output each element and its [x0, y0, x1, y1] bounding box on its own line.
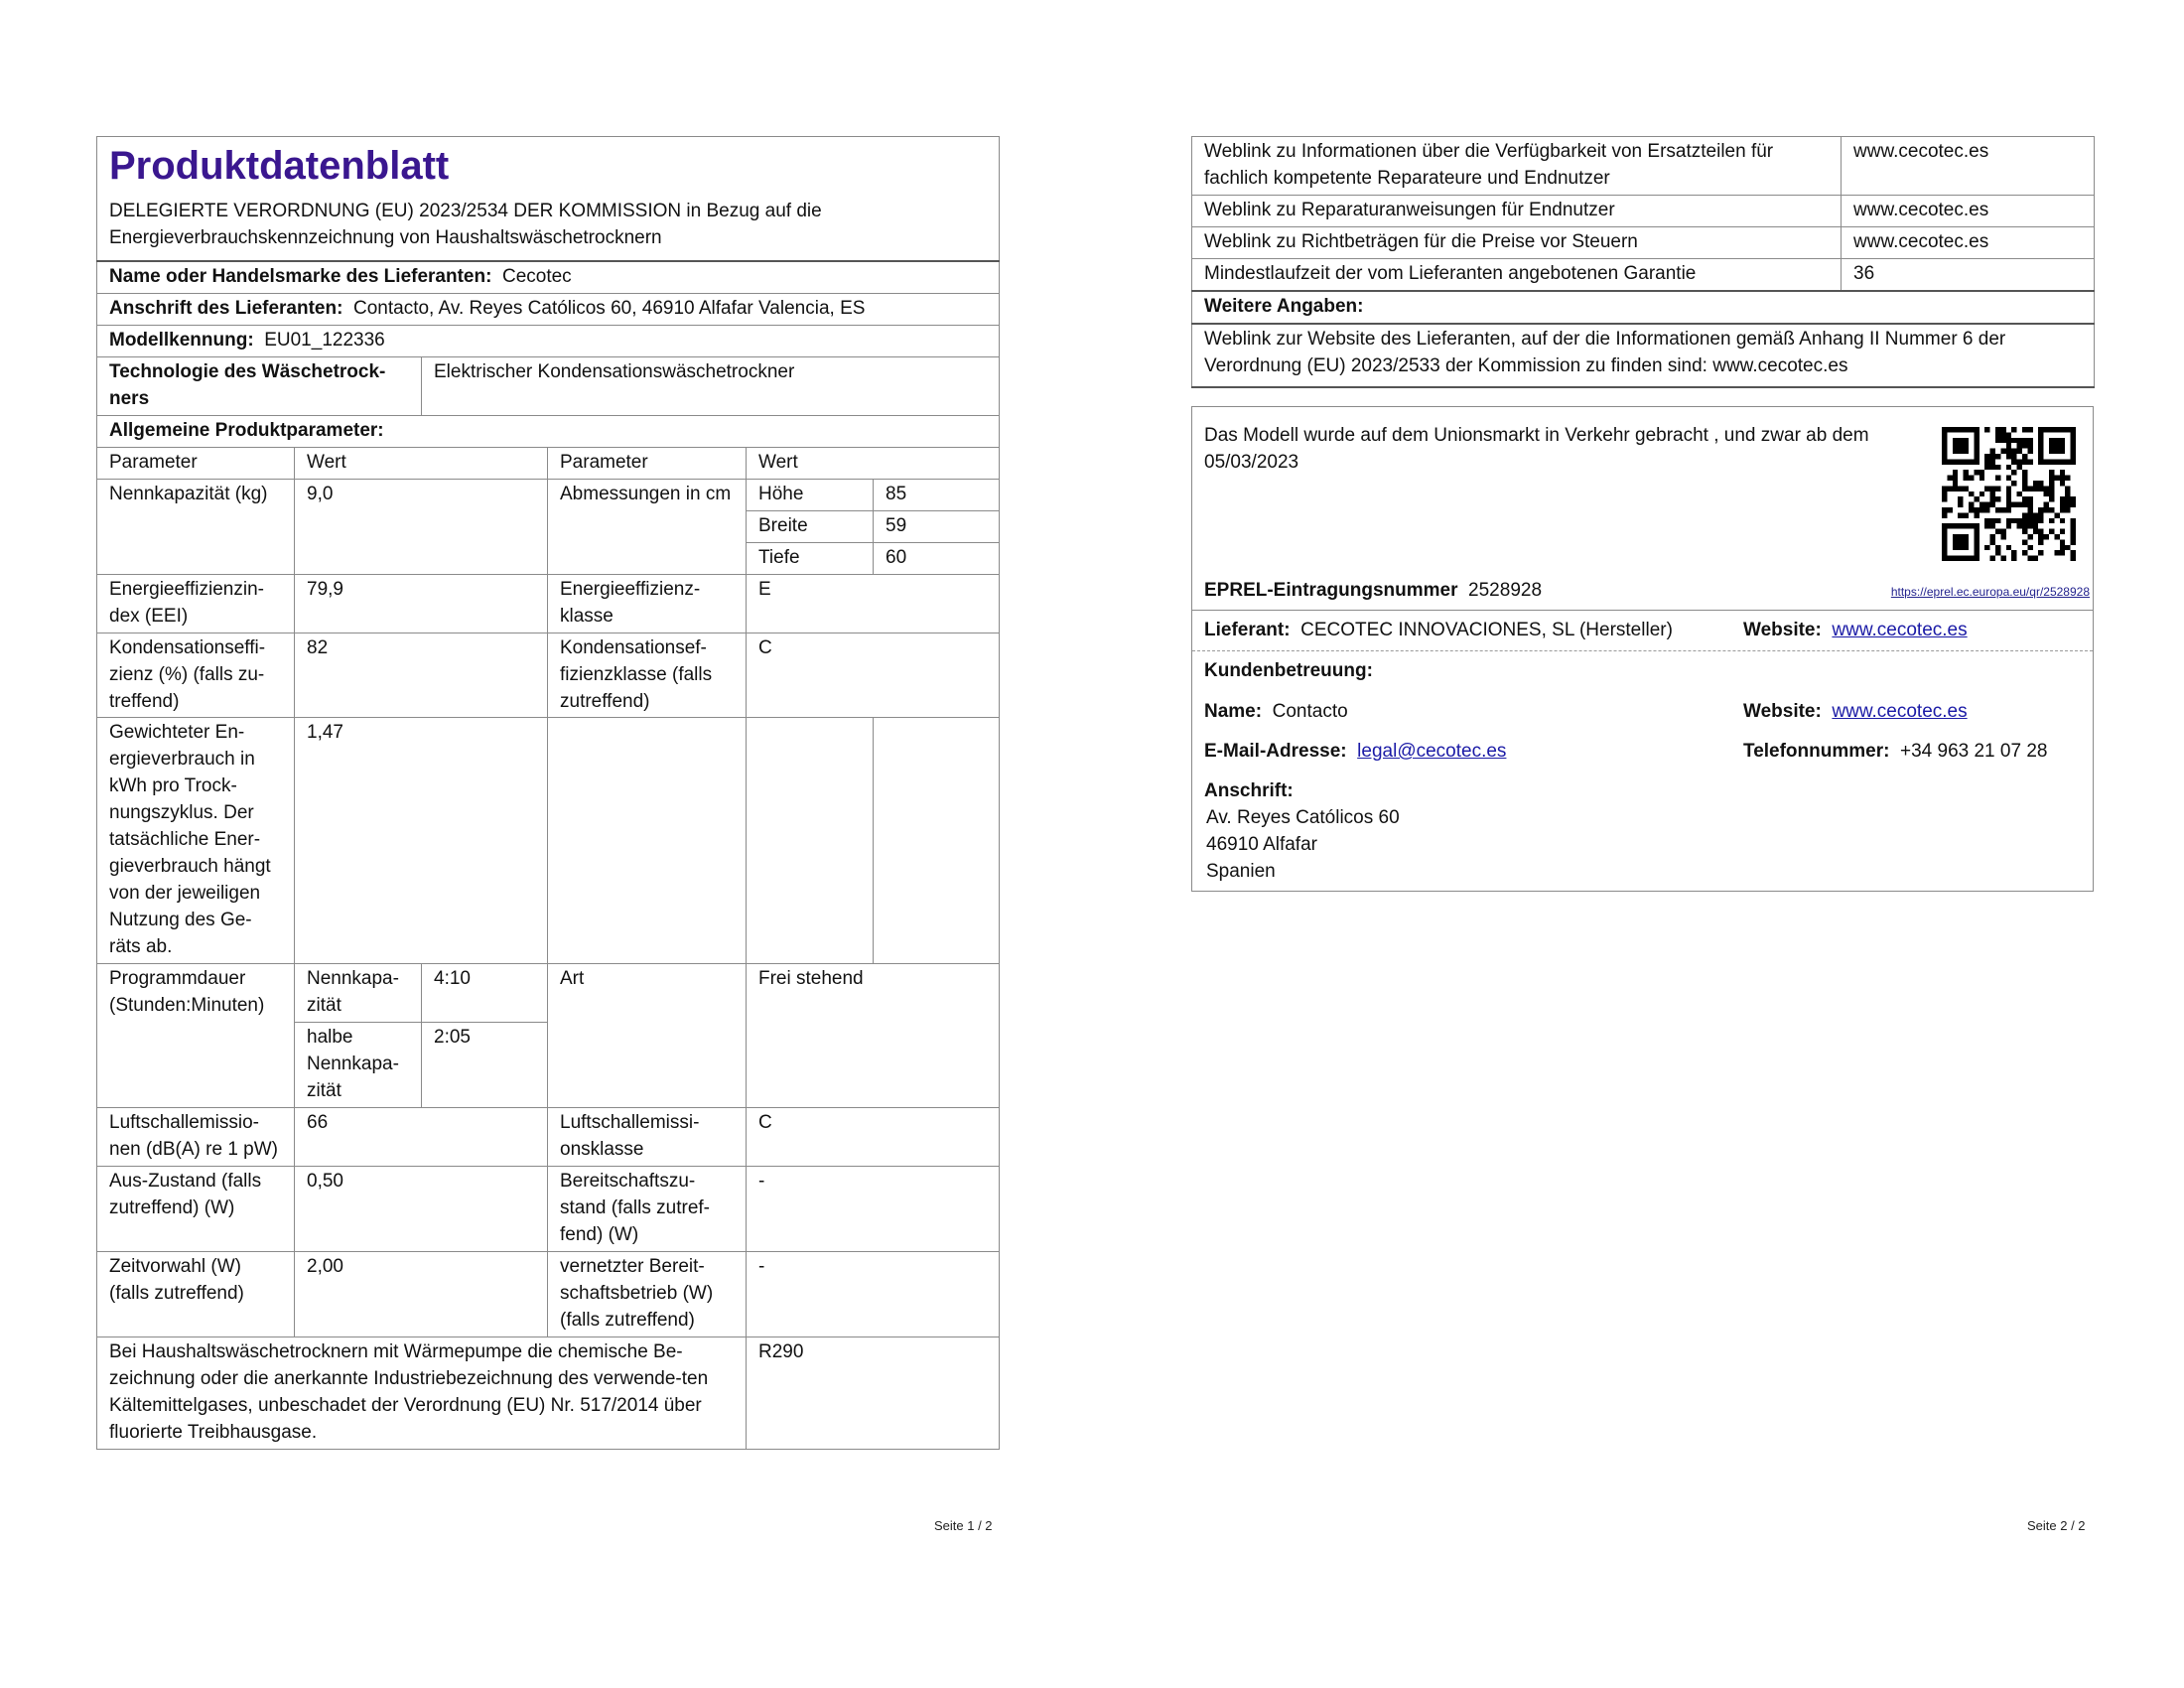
- table-row: [1192, 291, 2095, 324]
- website-row: [1743, 618, 1968, 644]
- sheet-header: [97, 137, 1000, 261]
- phone-value: +34 963 21 07 28: [1900, 741, 2048, 762]
- energy-consumption-label: Gewichteter En-ergieverbrauch in kWh pro Trock-nungszyklus. Der tatsächliche Ener-gieverbrauch hängt von der jeweiligen Nutzung des Ge-räts ab.: [97, 718, 295, 964]
- general-params-label: Allgemeine Produktparameter:: [109, 419, 384, 441]
- model-label: Modellkennung:: [109, 329, 254, 351]
- spare-parts-label: Weblink zu Informationen über die Verfügbarkeit von Ersatzteilen für fachlich kompetente Reparateure und Endnutzer: [1192, 137, 1842, 196]
- prices-label: Weblink zu Richtbeträgen für die Preise vor Steuern: [1192, 226, 1842, 258]
- general-params-row: [97, 415, 1000, 447]
- address-row: [97, 293, 1000, 325]
- noise-value: 66: [295, 1108, 548, 1167]
- header-value-2: Wert: [747, 447, 1000, 479]
- supplier-value: Cecotec: [501, 265, 572, 287]
- further-info-text: Weblink zur Website des Lieferanten, auf der die Informationen gemäß Anhang II Nummer 6 der Verordnung (EU) 2023/2533 der Kommission zu finden sind: www.cecotec.es: [1192, 324, 2095, 387]
- page-number: Seite 2 / 2: [2027, 1518, 2086, 1533]
- website2-link[interactable]: www.cecotec.es: [1832, 701, 1968, 722]
- empty-cell: [548, 718, 747, 964]
- eprel-info-box: [1191, 406, 2094, 892]
- address-label: Anschrift:: [1204, 780, 1294, 801]
- address-line-2: 46910 Alfafar: [1206, 833, 1317, 855]
- full-capacity-value: 4:10: [422, 964, 548, 1023]
- address-value: Contacto, Av. Reyes Católicos 60, 46910 Alfafar Valencia, ES: [353, 297, 866, 319]
- page-title: Produktdatenblatt: [109, 144, 450, 188]
- off-mode-value: 0,50: [295, 1166, 548, 1251]
- header-parameter-1: Parameter: [97, 447, 295, 479]
- capacity-label: Nennkapazität (kg): [97, 479, 295, 574]
- condensation-class-value: C: [747, 633, 1000, 718]
- address-line-3: Spanien: [1206, 860, 1276, 882]
- repair-label: Weblink zu Reparaturanweisungen für Endnutzer: [1192, 195, 1842, 226]
- condensation-value: 82: [295, 633, 548, 718]
- repair-link[interactable]: www.cecotec.es: [1842, 195, 2095, 226]
- delay-start-label: Zeitvorwahl (W) (falls zutreffend): [97, 1251, 295, 1336]
- divider: [1192, 650, 2093, 651]
- name-label: Name:: [1204, 701, 1263, 722]
- condensation-label: Kondensationseffi-zienz (%) (falls zu-treffend): [97, 633, 295, 718]
- eprel-url-link[interactable]: https://eprel.ec.europa.eu/qr/2528928: [1890, 585, 2090, 599]
- full-capacity-label: Nennkapa-zität: [295, 964, 422, 1023]
- height-label: Höhe: [747, 479, 874, 510]
- condensation-class-label: Kondensationsef-fizienzklasse (falls zutreffend): [548, 633, 747, 718]
- eprel-number: 2528928: [1468, 580, 1543, 601]
- website-link[interactable]: www.cecotec.es: [1832, 620, 1968, 640]
- half-capacity-value: 2:05: [422, 1023, 548, 1108]
- email-link[interactable]: legal@cecotec.es: [1357, 741, 1507, 762]
- phone-label: Telefonnummer:: [1743, 741, 1890, 762]
- website2-label: Website:: [1743, 701, 1822, 722]
- postal-address: [1204, 778, 1400, 886]
- divider: [1192, 610, 2093, 611]
- noise-label: Luftschallemissio-nen (dB(A) re 1 pW): [97, 1108, 295, 1167]
- dimensions-label: Abmessungen in cm: [548, 479, 747, 574]
- table-row: [1192, 258, 2095, 290]
- address-line-1: Av. Reyes Católicos 60: [1206, 806, 1400, 828]
- supplier-row: [97, 261, 1000, 293]
- type-value: Frei stehend: [747, 964, 1000, 1108]
- supplier-value: CECOTEC INNOVACIONES, SL (Hersteller): [1300, 620, 1673, 640]
- website-label: Website:: [1743, 620, 1822, 640]
- technology-value: Elektrischer Kondensationswäschetrockner: [422, 356, 1000, 415]
- eprel-number-row: [1204, 578, 1542, 605]
- depth-value: 60: [874, 542, 1000, 574]
- energy-class-label: Energieeffizienz-klasse: [548, 574, 747, 633]
- standby-label: Bereitschaftszu-stand (falls zutref-fend) (W): [548, 1166, 747, 1251]
- email-label: E-Mail-Adresse:: [1204, 741, 1347, 762]
- qr-code-icon[interactable]: [1942, 427, 2076, 561]
- weblinks-table: [1191, 136, 2095, 388]
- program-duration-label: Programmdauer (Stunden:Minuten): [97, 964, 295, 1108]
- model-row: [97, 325, 1000, 356]
- supplier-label: Name oder Handelsmarke des Lieferanten:: [109, 265, 492, 287]
- type-label: Art: [548, 964, 747, 1108]
- market-date-text: Das Modell wurde auf dem Unionsmarkt in Verkehr gebracht , und zwar ab dem 05/03/2023: [1204, 425, 1869, 473]
- email-row: [1204, 739, 1506, 766]
- regulation-text: DELEGIERTE VERORDNUNG (EU) 2023/2534 DER KOMMISSION in Bezug auf die Energieverbrauchskennzeichnung von Haushaltswäschetrocknern: [109, 201, 822, 248]
- refrigerant-value: R290: [747, 1336, 1000, 1449]
- name-value: Contacto: [1272, 701, 1348, 722]
- further-info-cell: [1192, 291, 2095, 324]
- spare-parts-link[interactable]: www.cecotec.es: [1842, 137, 2095, 196]
- page-number: Seite 1 / 2: [934, 1518, 993, 1533]
- supplier-label: Lieferant:: [1204, 620, 1291, 640]
- networked-standby-value: -: [747, 1251, 1000, 1336]
- energy-class-value: E: [747, 574, 1000, 633]
- width-label: Breite: [747, 510, 874, 542]
- customer-service-heading: [1204, 658, 1373, 685]
- refrigerant-label: Bei Haushaltswäschetrocknern mit Wärmepumpe die chemische Be-zeichnung oder die anerkannte Industriebezeichnung des verwende-ten Kältemittelgases, unbeschadet der Verordnung (EU) Nr. 517/2014 über fluorierte Treibhausgase.: [97, 1336, 747, 1449]
- table-row: [1192, 195, 2095, 226]
- header-value-1: Wert: [295, 447, 548, 479]
- depth-label: Tiefe: [747, 542, 874, 574]
- delay-start-value: 2,00: [295, 1251, 548, 1336]
- model-value: EU01_122336: [264, 329, 385, 351]
- warranty-value: 36: [1842, 258, 2095, 290]
- noise-class-value: C: [747, 1108, 1000, 1167]
- eprel-number-label: EPREL-Eintragungsnummer: [1204, 580, 1458, 601]
- half-capacity-label: halbe Nennkapa-zität: [295, 1023, 422, 1108]
- prices-link[interactable]: www.cecotec.es: [1842, 226, 2095, 258]
- empty-cell: [747, 718, 874, 964]
- eei-value: 79,9: [295, 574, 548, 633]
- standby-value: -: [747, 1166, 1000, 1251]
- technology-label: Technologie des Wäschetrock-ners: [109, 360, 386, 409]
- product-data-sheet: [96, 136, 1000, 1450]
- table-row: [1192, 137, 2095, 196]
- eei-label: Energieeffizienzin-dex (EEI): [97, 574, 295, 633]
- height-value: 85: [874, 479, 1000, 510]
- table-row: [1192, 226, 2095, 258]
- customer-service-label: Kundenbetreuung:: [1204, 660, 1373, 681]
- page-2: [1092, 0, 2184, 1688]
- warranty-label: Mindestlaufzeit der vom Lieferanten angebotenen Garantie: [1192, 258, 1842, 290]
- empty-cell: [874, 718, 1000, 964]
- contact-name-row: [1204, 699, 1348, 726]
- supplier-row: [1204, 618, 1673, 644]
- phone-row: [1743, 739, 2047, 766]
- website2-row: [1743, 699, 1968, 726]
- address-label: Anschrift des Lieferanten:: [109, 297, 343, 319]
- energy-consumption-value: 1,47: [295, 718, 548, 964]
- noise-class-label: Luftschallemissi-onsklasse: [548, 1108, 747, 1167]
- header-parameter-2: Parameter: [548, 447, 747, 479]
- technology-label-cell: [97, 356, 422, 415]
- capacity-value: 9,0: [295, 479, 548, 574]
- table-row: [1192, 324, 2095, 387]
- width-value: 59: [874, 510, 1000, 542]
- off-mode-label: Aus-Zustand (falls zutreffend) (W): [97, 1166, 295, 1251]
- further-info-label: Weitere Angaben:: [1204, 295, 1364, 317]
- networked-standby-label: vernetzter Bereit-schaftsbetrieb (W) (falls zutreffend): [548, 1251, 747, 1336]
